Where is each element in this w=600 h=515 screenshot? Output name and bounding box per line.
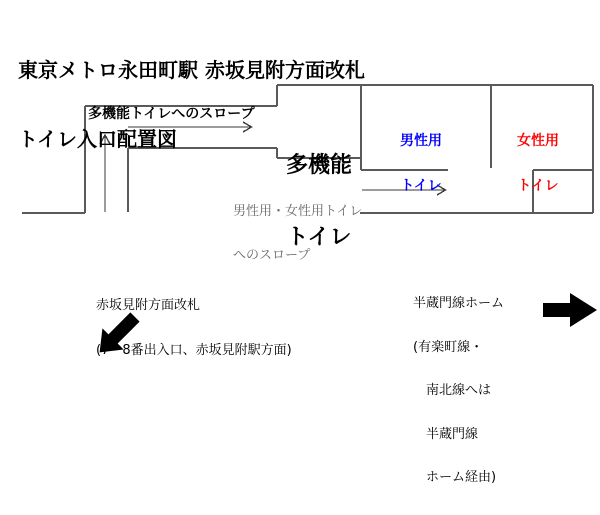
gate-label (96, 268, 292, 388)
mens-toilet-label (361, 104, 481, 224)
multifunction-slope-label: 多機能トイレへのスロープ (88, 106, 255, 122)
page-title-line-1: 東京メトロ永田町駅 赤坂見附方面改札 (18, 58, 365, 82)
platform-label-line-5: ホーム経由) (413, 470, 497, 485)
platform-label-line-1: 半蔵門線ホーム (413, 296, 505, 311)
platform-label-line-2: (有楽町線・ (413, 339, 484, 355)
multifunction-toilet-label-line-2: トイレ (286, 225, 352, 250)
mens-womens-slope-label-line-2: へのスロープ (233, 247, 311, 263)
womens-toilet-label (478, 104, 598, 224)
platform-label-line-3: 南北線へは (413, 383, 492, 398)
gate-label-line-1: 赤坂見附方面改札 (96, 298, 201, 313)
page-title-line-2: トイレ入口配置図 (18, 127, 177, 151)
multifunction-toilet-label-line-1: 多機能 (285, 153, 352, 178)
gate-label-line-2: (7・8番出入口、赤坂見附駅方面) (96, 343, 292, 358)
platform-direction-arrow (543, 293, 597, 327)
womens-toilet-label-line-1: 女性用 (517, 133, 559, 149)
platform-label (413, 268, 504, 515)
mens-toilet-label-line-2: トイレ (400, 178, 442, 194)
platform-label-line-4: 半蔵門線 (413, 426, 479, 442)
mens-toilet-label-line-1: 男性用 (400, 133, 442, 149)
womens-toilet-label-line-2: トイレ (517, 178, 559, 194)
mens-womens-slope-label-line-1: 男性用・女性用トイレ (233, 204, 363, 219)
